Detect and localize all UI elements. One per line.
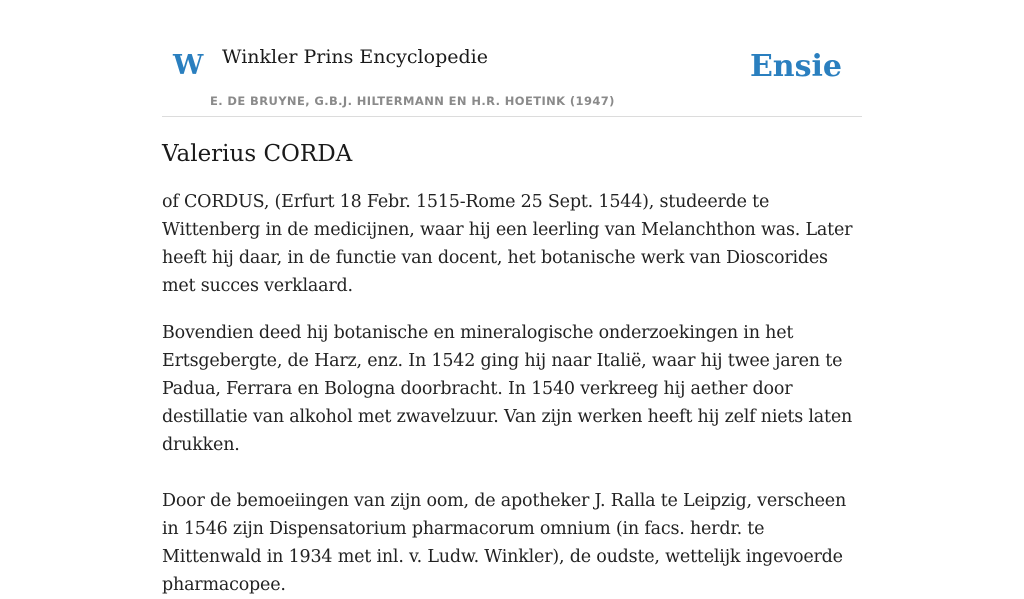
- article-paragraph: Bovendien deed hij botanische en mineralogische onderzoekingen in het Ertsgebergte, de Harz, enz. In 1542 ging hij naar Italië, waar hij twee jaren te Padua, Ferrara en Bologna doorbracht. In 1540 verkreeg hij aether door destillatie van alkohol met zwavelzuur. Van zijn werken heeft hij zelf niets laten drukken.: [162, 323, 853, 455]
- winkler-prins-logo[interactable]: W: [173, 50, 204, 81]
- ensie-logo[interactable]: Ensie: [749, 49, 842, 84]
- encyclopedia-title-link[interactable]: Winkler Prins Encyclopedie: [222, 46, 488, 68]
- authors-line: E. DE BRUYNE, G.B.J. HILTERMANN EN H.R. HOETINK (1947): [210, 94, 615, 108]
- article: [162, 138, 862, 599]
- article-paragraph: of CORDUS, (Erfurt 18 Febr. 1515-Rome 25 Sept. 1544), studeerde te Wittenberg in de medicijnen, waar hij een leerling van Melanchthon was. Later heeft hij daar, in de functie van docent, het botanische werk van Dioscorides met succes verklaard.: [162, 192, 853, 296]
- article-paragraph: Door de bemoeiingen van zijn oom, de apotheker J. Ralla te Leipzig, verscheen in 1546 zijn Dispensatorium pharmacorum omnium (in facs. herdr. te Mittenwald in 1934 met inl. v. Ludw. Winkler), de oudste, wettelijk ingevoerde pharmacopee.: [162, 491, 847, 595]
- site-header: [162, 0, 862, 117]
- article-title: Valerius CORDA: [162, 141, 353, 167]
